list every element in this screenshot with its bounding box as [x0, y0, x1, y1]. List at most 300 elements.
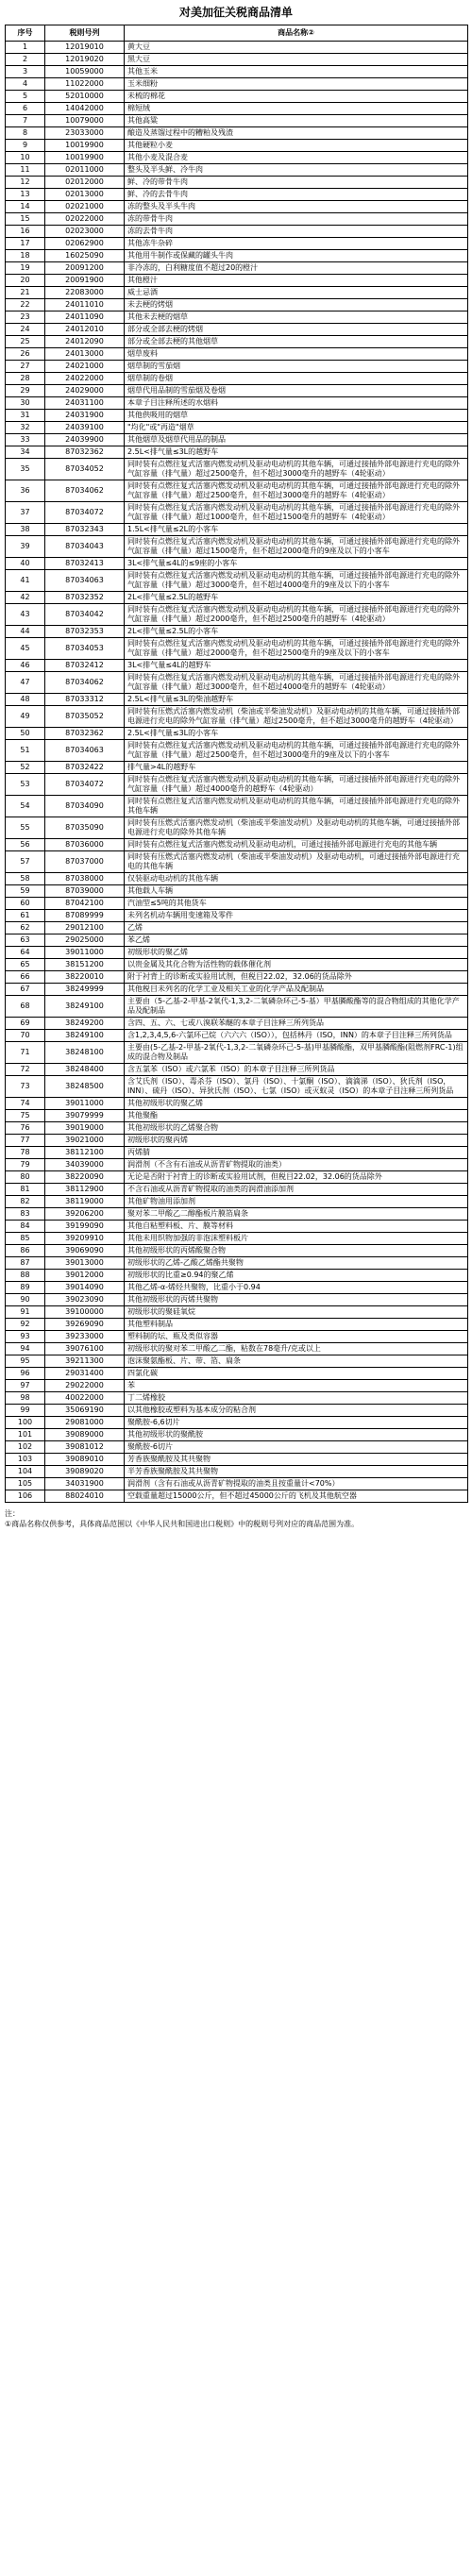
- table-row: [6, 1196, 468, 1208]
- table-row: [6, 1018, 468, 1030]
- row-no: 90: [6, 1294, 45, 1306]
- row-hs-code: 40022000: [45, 1392, 125, 1405]
- tariff-table: [5, 25, 468, 1503]
- row-no: 12: [6, 177, 45, 189]
- row-product-name: 部分或全部去梗的其他烟草: [125, 336, 468, 348]
- row-hs-code: 39206200: [45, 1208, 125, 1221]
- row-product-name: 玉米细粉: [125, 78, 468, 91]
- row-no: 87: [6, 1257, 45, 1270]
- row-hs-code: 87032362: [45, 446, 125, 459]
- table-row: [6, 1380, 468, 1392]
- row-product-name: 附于衬背上的诊断或实验用试剂，但税目22.02，32.06的货品除外: [125, 971, 468, 984]
- row-hs-code: 38248100: [45, 1042, 125, 1064]
- row-hs-code: 87034063: [45, 740, 125, 762]
- row-hs-code: 24031100: [45, 397, 125, 410]
- table-row: [6, 1343, 468, 1355]
- row-product-name: 未去梗的烤烟: [125, 299, 468, 311]
- table-row: [6, 1490, 468, 1503]
- table-row: [6, 996, 468, 1018]
- row-hs-code: 87032343: [45, 524, 125, 536]
- row-no: 43: [6, 604, 45, 626]
- row-product-name: 苯乙烯: [125, 934, 468, 947]
- row-hs-code: 87032422: [45, 762, 125, 774]
- row-no: 1: [6, 42, 45, 54]
- row-hs-code: 24022000: [45, 373, 125, 385]
- row-no: 47: [6, 672, 45, 694]
- row-hs-code: 24012010: [45, 324, 125, 336]
- row-no: 96: [6, 1368, 45, 1380]
- row-hs-code: 29012100: [45, 922, 125, 934]
- row-hs-code: 87035052: [45, 706, 125, 728]
- row-product-name: 其他初级形状的乙烯聚合物: [125, 1122, 468, 1135]
- row-product-name: 冻的去骨牛肉: [125, 226, 468, 238]
- row-hs-code: 29022000: [45, 1380, 125, 1392]
- row-product-name: 黑大豆: [125, 54, 468, 66]
- table-row: [6, 839, 468, 851]
- row-product-name: 烟草废料: [125, 348, 468, 361]
- table-row: [6, 638, 468, 660]
- table-row: [6, 1355, 468, 1368]
- row-no: 23: [6, 311, 45, 324]
- row-hs-code: 38248400: [45, 1064, 125, 1076]
- table-row: [6, 1076, 468, 1098]
- table-row: [6, 1478, 468, 1490]
- table-row: [6, 1110, 468, 1122]
- row-no: 75: [6, 1110, 45, 1122]
- row-hs-code: 39079999: [45, 1110, 125, 1122]
- row-product-name: 聚对苯二甲酸乙二醇酯板片膜箔扁条: [125, 1208, 468, 1221]
- row-product-name: 汽油型≤5吨的其他货车: [125, 898, 468, 910]
- table-row: [6, 694, 468, 706]
- row-hs-code: 24011090: [45, 311, 125, 324]
- row-no: 89: [6, 1282, 45, 1294]
- row-hs-code: 24021000: [45, 361, 125, 373]
- table-row: [6, 1454, 468, 1466]
- row-no: 28: [6, 373, 45, 385]
- table-row: [6, 324, 468, 336]
- table-row: [6, 885, 468, 898]
- row-product-name: 烟草制的雪茄烟: [125, 361, 468, 373]
- row-product-name: 2L<排气量≤2.5L的越野车: [125, 592, 468, 604]
- table-row: [6, 164, 468, 177]
- table-row: [6, 373, 468, 385]
- header-no: 序号: [6, 25, 45, 42]
- table-row: [6, 1042, 468, 1064]
- row-product-name: 未梳的棉花: [125, 91, 468, 103]
- row-no: 2: [6, 54, 45, 66]
- row-product-name: 同时装有点燃往复式活塞内燃发动机及驱动电动机，可通过接插外部电源进行充电的其他车辆: [125, 839, 468, 851]
- row-product-name: 其他初级形状的聚乙烯: [125, 1098, 468, 1110]
- row-no: 55: [6, 817, 45, 839]
- table-row: [6, 140, 468, 152]
- row-product-name: 其他冻牛杂碎: [125, 238, 468, 250]
- row-product-name: 其他未去梗的烟草: [125, 311, 468, 324]
- row-no: 102: [6, 1441, 45, 1454]
- table-row: [6, 660, 468, 672]
- row-hs-code: 02062900: [45, 238, 125, 250]
- row-hs-code: 11022000: [45, 78, 125, 91]
- row-product-name: 冻的整头及半头牛肉: [125, 201, 468, 213]
- row-hs-code: 24039900: [45, 434, 125, 446]
- row-hs-code: 87036000: [45, 839, 125, 851]
- row-hs-code: 87032412: [45, 660, 125, 672]
- row-product-name: 其他橙汁: [125, 275, 468, 287]
- table-row: [6, 817, 468, 839]
- table-header-row: [6, 25, 468, 42]
- row-hs-code: 87033312: [45, 694, 125, 706]
- row-product-name: 酿造及蒸馏过程中的糟粕及残渣: [125, 127, 468, 140]
- row-no: 61: [6, 910, 45, 922]
- row-hs-code: 87034042: [45, 604, 125, 626]
- row-no: 57: [6, 851, 45, 873]
- table-row: [6, 1319, 468, 1331]
- row-no: 62: [6, 922, 45, 934]
- table-row: [6, 348, 468, 361]
- row-hs-code: 34039000: [45, 1159, 125, 1171]
- row-no: 17: [6, 238, 45, 250]
- row-hs-code: 02013000: [45, 189, 125, 201]
- row-no: 35: [6, 459, 45, 480]
- row-hs-code: 87038000: [45, 873, 125, 885]
- row-product-name: 四氯化碳: [125, 1368, 468, 1380]
- row-no: 6: [6, 103, 45, 115]
- row-hs-code: 87034052: [45, 459, 125, 480]
- row-no: 11: [6, 164, 45, 177]
- row-no: 92: [6, 1319, 45, 1331]
- row-no: 83: [6, 1208, 45, 1221]
- row-product-name: 其他自粘塑料板、片、膜等材料: [125, 1221, 468, 1233]
- row-no: 59: [6, 885, 45, 898]
- table-row: [6, 502, 468, 524]
- row-product-name: 同时装有点燃往复式活塞内燃发动机及驱动电动机的其他车辆，可通过接插外部电源进行充电的除外气缸容量（排气量）超过2500毫升，但不超过3000毫升的9座及以下的小客车: [125, 740, 468, 762]
- row-product-name: 含1,2,3,4,5,6-六氯环己烷（六六六（ISO）），包括林丹（ISO，INN）的本章子目注释三所列货品: [125, 1030, 468, 1042]
- row-product-name: 黄大豆: [125, 42, 468, 54]
- row-hs-code: 87034062: [45, 672, 125, 694]
- table-row: [6, 42, 468, 54]
- row-hs-code: 39209910: [45, 1233, 125, 1245]
- row-hs-code: 38112100: [45, 1147, 125, 1159]
- footnote: [5, 1508, 467, 1529]
- row-hs-code: 87034072: [45, 774, 125, 796]
- footnote-text: 注： ①商品名称仅供参考，具体商品范围以《中华人民共和国进出口税则》中的税则号列对应的商品范围为准。: [5, 1509, 360, 1528]
- table-row: [6, 177, 468, 189]
- table-row: [6, 1147, 468, 1159]
- row-hs-code: 87034090: [45, 796, 125, 817]
- row-product-name: 不含石油或从沥青矿物提取的油类的润滑油添加剂: [125, 1184, 468, 1196]
- row-hs-code: 39069090: [45, 1245, 125, 1257]
- row-product-name: 含艾氏剂（ISO）、毒杀芬（ISO）、氯丹（ISO）、十氯酮（ISO）、滴滴涕（ISO）、狄氏剂（ISO，INN）、硫丹（ISO）、异狄氏剂（ISO）、七氯（ISO）或灭蚁灵（ISO）的本章子目注释三所列货品: [125, 1076, 468, 1098]
- row-hs-code: 39100000: [45, 1306, 125, 1319]
- row-product-name: 含四、五、六、七或八溴联苯醚的本章子目注释三所列货品: [125, 1018, 468, 1030]
- table-row: [6, 361, 468, 373]
- row-product-name: 聚酰胺-6,6切片: [125, 1417, 468, 1429]
- row-product-name: 3L<排气量≤4L的越野车: [125, 660, 468, 672]
- row-product-name: 其他未用织物加强的非泡沫塑料板片: [125, 1233, 468, 1245]
- table-row: [6, 480, 468, 502]
- row-hs-code: 52010000: [45, 91, 125, 103]
- row-hs-code: 02022000: [45, 213, 125, 226]
- table-row: [6, 103, 468, 115]
- row-no: 14: [6, 201, 45, 213]
- row-no: 98: [6, 1392, 45, 1405]
- table-row: [6, 604, 468, 626]
- table-row: [6, 201, 468, 213]
- row-no: 10: [6, 152, 45, 164]
- table-row: [6, 570, 468, 592]
- table-row: [6, 1306, 468, 1319]
- table-row: [6, 1429, 468, 1441]
- row-no: 101: [6, 1429, 45, 1441]
- table-row: [6, 934, 468, 947]
- row-product-name: 其他初级形状的聚酰胺: [125, 1429, 468, 1441]
- table-row: [6, 250, 468, 262]
- row-hs-code: 29031400: [45, 1368, 125, 1380]
- row-product-name: 丁二烯橡胶: [125, 1392, 468, 1405]
- row-hs-code: 20091900: [45, 275, 125, 287]
- row-no: 84: [6, 1221, 45, 1233]
- row-product-name: 同时装有压燃式活塞内燃发动机（柴油或半柴油发动机）及驱动电动机的其他车辆，可通过接插外部电源进行充电的除外气缸容量（排气量）超过2500毫升，但不超过3000毫升的越野车（4轮驱动）: [125, 706, 468, 728]
- row-product-name: 其他硬粒小麦: [125, 140, 468, 152]
- row-no: 7: [6, 115, 45, 127]
- table-row: [6, 262, 468, 275]
- row-no: 88: [6, 1270, 45, 1282]
- row-hs-code: 39021000: [45, 1135, 125, 1147]
- row-no: 39: [6, 536, 45, 558]
- header-hs-code: 税则号列: [45, 25, 125, 42]
- table-row: [6, 275, 468, 287]
- table-row: [6, 592, 468, 604]
- row-no: 18: [6, 250, 45, 262]
- row-hs-code: 38248500: [45, 1076, 125, 1098]
- row-hs-code: 39089000: [45, 1429, 125, 1441]
- row-hs-code: 38249100: [45, 996, 125, 1018]
- table-row: [6, 127, 468, 140]
- row-no: 104: [6, 1466, 45, 1478]
- row-product-name: 润滑剂（不含有石油或从沥青矿物提取的油类）: [125, 1159, 468, 1171]
- row-hs-code: 10059000: [45, 66, 125, 78]
- row-hs-code: 87034053: [45, 638, 125, 660]
- table-row: [6, 1417, 468, 1429]
- row-product-name: 烟草代用品制的雪茄烟及卷烟: [125, 385, 468, 397]
- row-no: 64: [6, 947, 45, 959]
- row-no: 34: [6, 446, 45, 459]
- row-product-name: 其他载人车辆: [125, 885, 468, 898]
- table-row: [6, 311, 468, 324]
- row-product-name: 以贵金属及其化合物为活性物的载体催化剂: [125, 959, 468, 971]
- table-row: [6, 672, 468, 694]
- row-product-name: 同时装有点燃往复式活塞内燃发动机及驱动电动机的其他车辆，可通过接插外部电源进行充电的除外气缸容量（排气量）超过2500毫升，但不超过3000毫升的越野车（4轮驱动）: [125, 459, 468, 480]
- row-hs-code: 23033000: [45, 127, 125, 140]
- row-no: 15: [6, 213, 45, 226]
- row-hs-code: 87039000: [45, 885, 125, 898]
- row-no: 25: [6, 336, 45, 348]
- row-hs-code: 39081012: [45, 1441, 125, 1454]
- row-no: 36: [6, 480, 45, 502]
- table-row: [6, 1392, 468, 1405]
- row-hs-code: 35069190: [45, 1405, 125, 1417]
- row-product-name: 其他初级形状的丙烯共聚物: [125, 1294, 468, 1306]
- row-no: 41: [6, 570, 45, 592]
- table-row: [6, 238, 468, 250]
- row-no: 78: [6, 1147, 45, 1159]
- row-no: 48: [6, 694, 45, 706]
- row-hs-code: 29025000: [45, 934, 125, 947]
- row-hs-code: 16025090: [45, 250, 125, 262]
- row-product-name: 丙烯腈: [125, 1147, 468, 1159]
- row-hs-code: 39233000: [45, 1331, 125, 1343]
- table-row: [6, 1466, 468, 1478]
- row-product-name: 初级形状的比重≥0.94的聚乙烯: [125, 1270, 468, 1282]
- row-hs-code: 87037000: [45, 851, 125, 873]
- row-product-name: 本章子目注释所述的水烟料: [125, 397, 468, 410]
- row-hs-code: 29081000: [45, 1417, 125, 1429]
- table-row: [6, 706, 468, 728]
- row-hs-code: 02011000: [45, 164, 125, 177]
- row-hs-code: 87032413: [45, 558, 125, 570]
- row-no: 16: [6, 226, 45, 238]
- row-no: 76: [6, 1122, 45, 1135]
- row-no: 93: [6, 1331, 45, 1343]
- row-hs-code: 87034072: [45, 502, 125, 524]
- table-row: [6, 851, 468, 873]
- row-hs-code: 02012000: [45, 177, 125, 189]
- row-product-name: 部分或全部去梗的烤烟: [125, 324, 468, 336]
- row-no: 32: [6, 422, 45, 434]
- table-row: [6, 66, 468, 78]
- table-row: [6, 1135, 468, 1147]
- row-hs-code: 87034062: [45, 480, 125, 502]
- row-product-name: 同时装有点燃往复式活塞内燃发动机及驱动电动机的其他车辆，可通过接插外部电源进行充电的除外气缸容量（排气量）超过3000毫升，但不超过4000毫升的越野车（4轮驱动）: [125, 672, 468, 694]
- row-no: 40: [6, 558, 45, 570]
- row-hs-code: 20091200: [45, 262, 125, 275]
- row-no: 86: [6, 1245, 45, 1257]
- table-row: [6, 54, 468, 66]
- table-row: [6, 385, 468, 397]
- table-row: [6, 152, 468, 164]
- row-product-name: 3L<排气量≤4L的≤9座的小客车: [125, 558, 468, 570]
- row-hs-code: 87034063: [45, 570, 125, 592]
- table-row: [6, 189, 468, 201]
- row-product-name: 润滑剂（含有石油或从沥青矿物提取的油类且按重量计<70%）: [125, 1478, 468, 1490]
- row-no: 30: [6, 397, 45, 410]
- row-product-name: 仅装驱动电动机的其他车辆: [125, 873, 468, 885]
- table-row: [6, 446, 468, 459]
- row-no: 91: [6, 1306, 45, 1319]
- row-no: 3: [6, 66, 45, 78]
- row-hs-code: 38249100: [45, 1030, 125, 1042]
- row-product-name: 初级形状的聚乙烯: [125, 947, 468, 959]
- table-row: [6, 91, 468, 103]
- row-no: 80: [6, 1171, 45, 1184]
- row-no: 69: [6, 1018, 45, 1030]
- row-no: 46: [6, 660, 45, 672]
- table-row: [6, 1064, 468, 1076]
- row-hs-code: 39199090: [45, 1221, 125, 1233]
- table-row: [6, 1441, 468, 1454]
- table-row: [6, 922, 468, 934]
- table-row: [6, 873, 468, 885]
- table-row: [6, 1270, 468, 1282]
- row-product-name: 同时装有点燃往复式活塞内燃发动机及驱动电动机的其他车辆，可通过接插外部电源进行充电的除外气缸容量（排气量）超过3000毫升，但不超过4000毫升的9座及以下的小客车: [125, 570, 468, 592]
- row-product-name: 无论是否附于衬背上的诊断或实验用试剂，但税目22.02，32.06的货品除外: [125, 1171, 468, 1184]
- table-row: [6, 910, 468, 922]
- row-product-name: 主要由（5-乙基-2-甲基-2氧代-1,3,2-二氧磷杂环己-5-基）甲基膦酸酯等的混合物组成的其他化学产品及配制品: [125, 996, 468, 1018]
- table-row: [6, 762, 468, 774]
- row-product-name: 同时装有点燃往复式活塞内燃发动机及驱动电动机的其他车辆，可通过接插外部电源进行充电的除外气缸容量（排气量）超过4000毫升的越野车（4轮驱动）: [125, 774, 468, 796]
- row-product-name: 其他小麦及混合麦: [125, 152, 468, 164]
- row-no: 8: [6, 127, 45, 140]
- row-no: 72: [6, 1064, 45, 1076]
- row-hs-code: 87089999: [45, 910, 125, 922]
- row-hs-code: 39014090: [45, 1282, 125, 1294]
- row-no: 49: [6, 706, 45, 728]
- row-hs-code: 39269090: [45, 1319, 125, 1331]
- row-no: 66: [6, 971, 45, 984]
- row-no: 50: [6, 728, 45, 740]
- row-no: 74: [6, 1098, 45, 1110]
- row-no: 31: [6, 410, 45, 422]
- row-no: 58: [6, 873, 45, 885]
- row-product-name: 其他聚酯: [125, 1110, 468, 1122]
- table-row: [6, 1294, 468, 1306]
- row-product-name: 鲜、冷的去骨牛肉: [125, 189, 468, 201]
- table-row: [6, 422, 468, 434]
- row-hs-code: 24029000: [45, 385, 125, 397]
- row-product-name: 泡沫聚氨酯板、片、带、箔、扁条: [125, 1355, 468, 1368]
- row-product-name: 整头及半头鲜、冷牛肉: [125, 164, 468, 177]
- table-row: [6, 1221, 468, 1233]
- table-row: [6, 774, 468, 796]
- row-no: 85: [6, 1233, 45, 1245]
- row-product-name: 初级形状的聚硅氧烷: [125, 1306, 468, 1319]
- table-row: [6, 226, 468, 238]
- table-row: [6, 397, 468, 410]
- row-product-name: 乙烯: [125, 922, 468, 934]
- row-no: 24: [6, 324, 45, 336]
- row-no: 4: [6, 78, 45, 91]
- table-row: [6, 558, 468, 570]
- row-no: 13: [6, 189, 45, 201]
- row-no: 100: [6, 1417, 45, 1429]
- row-product-name: 烟草制的卷烟: [125, 373, 468, 385]
- row-no: 9: [6, 140, 45, 152]
- row-no: 52: [6, 762, 45, 774]
- row-no: 26: [6, 348, 45, 361]
- row-product-name: 塑料制的坛、瓶及类似容器: [125, 1331, 468, 1343]
- row-product-name: 芳香族聚酰胺及其共聚物: [125, 1454, 468, 1466]
- row-hs-code: 87032353: [45, 626, 125, 638]
- row-no: 68: [6, 996, 45, 1018]
- row-no: 67: [6, 984, 45, 996]
- row-product-name: 同时装有点燃往复式活塞内燃发动机及驱动电动机的其他车辆，可通过接插外部电源进行充电的除外气缸容量（排气量）超过2000毫升，但不超过2500毫升的9座及以下的小客车: [125, 638, 468, 660]
- row-hs-code: 24031900: [45, 410, 125, 422]
- table-row: [6, 1282, 468, 1294]
- row-product-name: 同时装有压燃式活塞内燃发动机（柴油或半柴油发动机）及驱动电动机，可通过接插外部电源进行充电的其他车辆: [125, 851, 468, 873]
- table-row: [6, 728, 468, 740]
- row-hs-code: 87034043: [45, 536, 125, 558]
- row-no: 73: [6, 1076, 45, 1098]
- row-no: 63: [6, 934, 45, 947]
- row-hs-code: 39011000: [45, 1098, 125, 1110]
- row-no: 44: [6, 626, 45, 638]
- row-no: 97: [6, 1380, 45, 1392]
- row-no: 33: [6, 434, 45, 446]
- row-product-name: 其他高粱: [125, 115, 468, 127]
- row-hs-code: 24012090: [45, 336, 125, 348]
- row-no: 22: [6, 299, 45, 311]
- row-no: 79: [6, 1159, 45, 1171]
- row-hs-code: 39211300: [45, 1355, 125, 1368]
